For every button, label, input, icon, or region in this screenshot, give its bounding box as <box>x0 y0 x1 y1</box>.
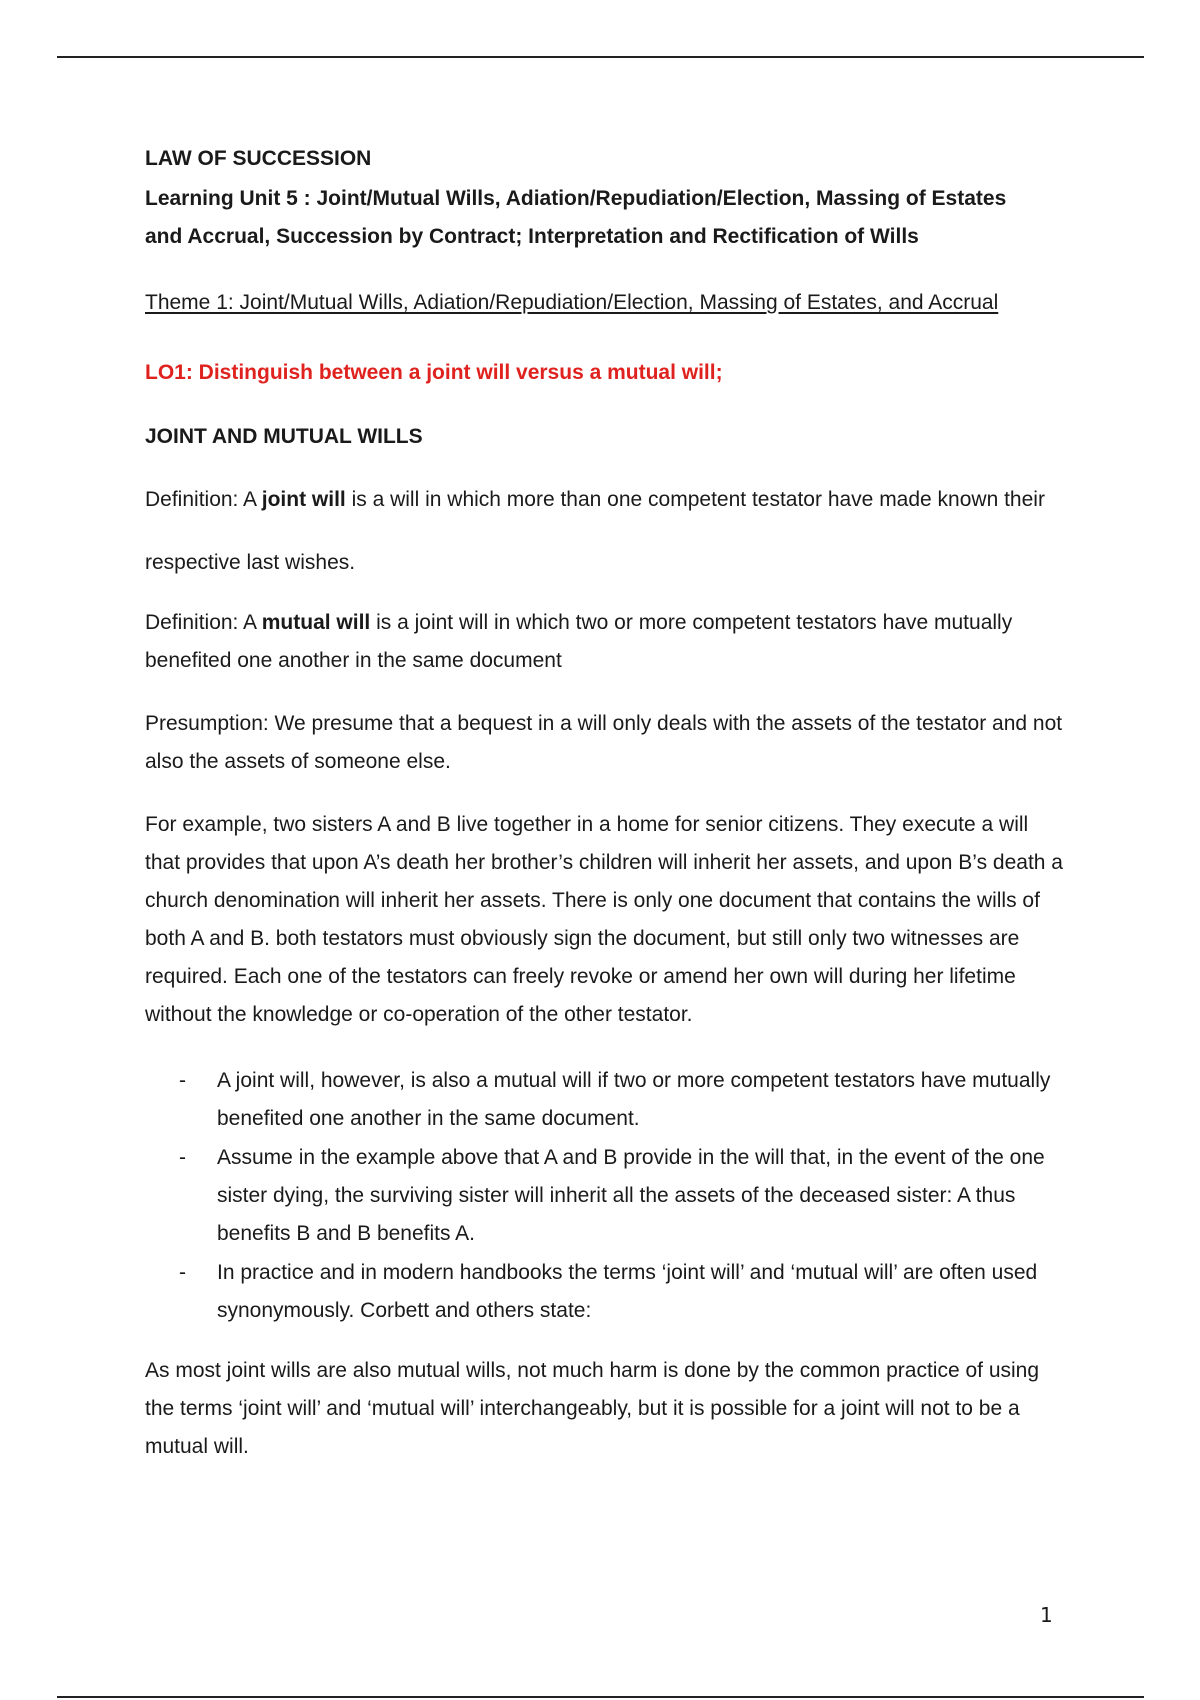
joint-will-definition <box>145 481 1065 519</box>
learning-unit-line-1: Learning Unit 5 : Joint/Mutual Wills, Adiation/Repudiation/Election, Massing of Estates <box>145 187 1007 210</box>
footer-rule <box>57 1696 1144 1698</box>
learning-outcome: LO1: Distinguish between a joint will versus a mutual will; <box>145 361 723 384</box>
presumption-paragraph: Presumption: We presume that a bequest in a will only deals with the assets of the testator and not also the assets of someone else. <box>145 712 1063 773</box>
list-item <box>145 1254 1065 1330</box>
learning-unit-heading <box>145 180 1065 256</box>
definition-prefix: Definition: A <box>145 488 262 511</box>
document-title: LAW OF SUCCESSION <box>145 147 372 170</box>
joint-will-definition-continuation: respective last wishes. <box>145 551 356 574</box>
definition-text: is a joint will in which two or more competent testators have mutually benefited one another in the same document <box>145 611 1013 672</box>
section-heading: JOINT AND MUTUAL WILLS <box>145 425 423 448</box>
list-item-text: Assume in the example above that A and B provide in the will that, in the event of the one sister dying, the surviving sister will inherit all the assets of the deceased sister: A thus benefits B and B benefits A. <box>217 1146 1045 1245</box>
definition-text: is a will in which more than one competent testator have made known their <box>345 488 1045 511</box>
header-rule <box>57 56 1144 58</box>
dash-marker: - <box>179 1146 186 1169</box>
bullet-list <box>145 1062 1065 1330</box>
dash-marker: - <box>179 1069 186 1092</box>
list-item <box>145 1062 1065 1138</box>
list-item-text: In practice and in modern handbooks the terms ‘joint will’ and ‘mutual will’ are often used synonymously. Corbett and others state: <box>217 1261 1038 1322</box>
theme-heading: Theme 1: Joint/Mutual Wills, Adiation/Repudiation/Election, Massing of Estates, and Accrual <box>145 291 999 314</box>
defined-term-mutual-will: mutual will <box>261 611 371 634</box>
list-item-text: A joint will, however, is also a mutual will if two or more competent testators have mutually benefited one another in the same document. <box>217 1069 1051 1130</box>
defined-term-joint-will: joint will <box>261 488 346 511</box>
example-paragraph: For example, two sisters A and B live together in a home for senior citizens. They execute a will that provides that upon A’s death her brother’s children will inherit her assets, and upon B’s death a church denomination will inherit her assets. There is only one document that contains the wills of both A and B. both testators must obviously sign the document, but still only two witnesses are required. Each one of the testators can freely revoke or amend her own will during her lifetime without the knowledge or co-operation of the other testator. <box>145 813 1063 1026</box>
document-body <box>145 140 1065 1466</box>
list-item <box>145 1139 1065 1253</box>
dash-marker: - <box>179 1261 186 1284</box>
definition-prefix: Definition: A <box>145 611 262 634</box>
quote-paragraph: As most joint wills are also mutual wills, not much harm is done by the common practice of using the terms ‘joint will’ and ‘mutual will’ interchangeably, but it is possible for a joint will not to be a mutual will. <box>145 1359 1040 1458</box>
mutual-will-definition <box>145 604 1065 680</box>
page-number: 1 <box>1040 1603 1053 1627</box>
learning-unit-line-2: and Accrual, Succession by Contract; Interpretation and Rectification of Wills <box>145 225 919 248</box>
